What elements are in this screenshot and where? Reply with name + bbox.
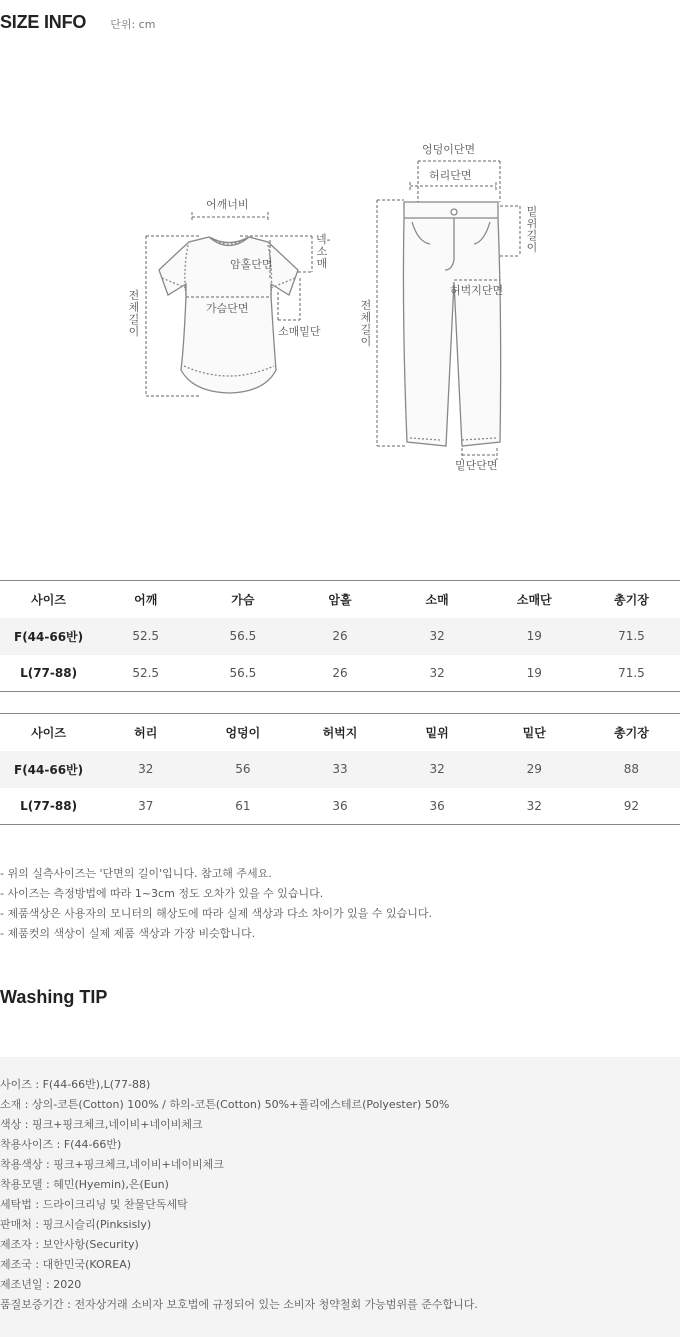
table-cell: 71.5 — [618, 665, 645, 680]
label-sleeve-cuff: 소매밑단 — [278, 325, 321, 338]
table-cell: 19 — [526, 665, 542, 680]
label-rise: 밑위길이 — [526, 205, 538, 254]
table-row — [0, 655, 680, 692]
column-header: 가슴 — [194, 581, 291, 618]
info-line: 세탁법 : 드라이크리닝 및 찬물단독세탁 — [0, 1198, 188, 1211]
size-label: F(44-66반) — [14, 629, 84, 644]
column-header: 허리 — [97, 714, 194, 751]
size-label: L(77-88) — [20, 665, 78, 680]
info-line: 착용모델 : 혜민(Hyemin),은(Eun) — [0, 1178, 169, 1191]
table-cell: 36 — [332, 798, 348, 813]
column-header: 소매단 — [486, 581, 583, 618]
column-header: 소매 — [389, 581, 486, 618]
table-cell: 36 — [429, 798, 445, 813]
pants-illustration — [403, 202, 500, 446]
garment-illustrations — [0, 120, 680, 500]
size-label: L(77-88) — [20, 798, 78, 813]
label-thigh: 허벅지단면 — [450, 284, 504, 297]
table-cell: 52.5 — [132, 665, 160, 680]
column-header: 사이즈 — [0, 581, 97, 618]
table-cell: 32 — [429, 762, 445, 776]
table-cell: 32 — [429, 629, 445, 643]
column-header: 암홀 — [291, 581, 388, 618]
table-row — [0, 788, 680, 825]
column-header: 밑단 — [486, 714, 583, 751]
size-label: F(44-66반) — [14, 762, 84, 777]
unit-label: 단위: cm — [110, 18, 156, 31]
info-line: 품질보증기간 : 전자상거래 소비자 보호법에 규정되어 있는 소비자 청약철회 가능범위를 준수합니다. — [0, 1298, 478, 1311]
note-line: - 제품컷의 색상이 실제 제품 색상과 가장 비슷합니다. — [0, 927, 256, 940]
table-cell: 56 — [235, 762, 251, 776]
table-cell: 56.5 — [229, 665, 257, 680]
washing-tip-title: Washing TIP — [0, 987, 108, 1007]
table-cell: 88 — [623, 762, 640, 776]
table-row — [0, 618, 680, 655]
table-cell: 56.5 — [229, 629, 257, 643]
table-header-row — [0, 581, 680, 618]
table-cell: 61 — [235, 798, 251, 813]
table-row — [0, 751, 680, 788]
table-cell: 32 — [429, 665, 445, 680]
label-chest: 가슴단면 — [206, 302, 249, 315]
table-cell: 92 — [623, 798, 640, 813]
column-header: 어깨 — [97, 581, 194, 618]
bottom-size-table — [0, 713, 680, 825]
label-hem: 밑단단면 — [455, 459, 498, 472]
label-bottom-total-length: 전체길이 — [360, 299, 372, 348]
tshirt-illustration — [159, 237, 298, 393]
table-header-row — [0, 714, 680, 751]
info-line: 판매처 : 핑크시슬리(Pinksisly) — [0, 1218, 152, 1231]
note-line: - 제품색상은 사용자의 모니터의 해상도에 따라 실제 색상과 다소 차이가 있을 수 있습니다. — [0, 907, 432, 920]
info-line: 제조자 : 보안사항(Security) — [0, 1238, 139, 1251]
label-shoulder-width: 어깨너비 — [206, 198, 249, 211]
table-cell: 71.5 — [618, 629, 645, 643]
note-line: - 위의 실측사이즈는 '단면의 길이'입니다. 참고해 주세요. — [0, 867, 272, 880]
label-hip: 엉덩이단면 — [422, 143, 476, 156]
column-header: 사이즈 — [0, 714, 97, 751]
table-cell: 29 — [526, 762, 542, 776]
table-cell: 33 — [332, 762, 348, 776]
table-cell: 32 — [138, 762, 154, 776]
column-header: 엉덩이 — [194, 714, 291, 751]
table-cell: 26 — [332, 629, 348, 643]
size-info-header — [0, 12, 155, 36]
label-waist: 허리단면 — [429, 169, 472, 182]
table-cell: 19 — [526, 629, 542, 643]
table-cell: 52.5 — [132, 629, 160, 643]
column-header: 밑위 — [389, 714, 486, 751]
size-diagram — [0, 120, 680, 500]
info-line: 제조국 : 대한민국(KOREA) — [0, 1258, 132, 1271]
note-line: - 사이즈는 측정방법에 따라 1~3cm 정도 오차가 있을 수 있습니다. — [0, 887, 324, 900]
column-header: 총기장 — [583, 581, 680, 618]
size-info-title: SIZE INFO — [0, 12, 87, 32]
label-neck-sleeve: 넥-소매 — [316, 233, 331, 270]
info-line: 소재 : 상의-코튼(Cotton) 100% / 하의-코튼(Cotton) 50%+폴리에스테르(Polyester) 50% — [0, 1098, 450, 1111]
size-notes — [0, 866, 680, 946]
info-line: 사이즈 : F(44-66반),L(77-88) — [0, 1078, 151, 1091]
column-header: 총기장 — [583, 714, 680, 751]
label-top-total-length: 전체길이 — [128, 289, 140, 338]
label-armhole: 암홀단면 — [230, 258, 273, 271]
table-cell: 32 — [526, 798, 542, 813]
column-header: 허벅지 — [291, 714, 388, 751]
info-line: 착용사이즈 : F(44-66반) — [0, 1138, 122, 1151]
table-cell: 37 — [138, 798, 154, 813]
info-line: 색상 : 핑크+핑크체크,네이비+네이비체크 — [0, 1118, 203, 1131]
product-info-box — [0, 1057, 680, 1337]
top-size-table — [0, 580, 680, 692]
table-cell: 26 — [332, 665, 348, 680]
info-line: 제조년일 : 2020 — [0, 1278, 82, 1291]
info-line: 착용색상 : 핑크+핑크체크,네이비+네이비체크 — [0, 1158, 224, 1171]
